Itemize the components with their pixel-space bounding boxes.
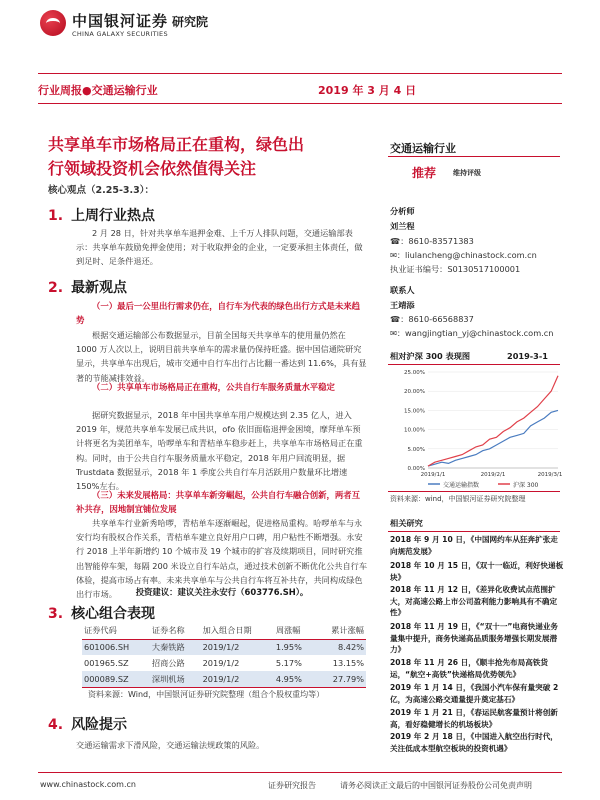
section-number: 4. [48,717,64,733]
section-title: 上周行业热点 [71,208,156,224]
table-row [82,639,366,655]
section-title: 最新观点 [71,280,128,296]
title-line-1: 共享单车市场格局正在重构，绿色出 [48,135,305,154]
cell-weekly: 5.17% [275,658,302,668]
y-tick-label: 0.00% [407,466,425,472]
chart-title: 相对沪深 300 表现图 [390,351,471,361]
chart-date: 2019-3-1 [507,351,548,361]
sidebar-rule [388,156,560,157]
related-item[interactable]: 2019 年 1 月 21 日，《春运民航客量预计将创新高，看好稳健增长的机场板块》 [390,708,558,729]
investment-suggestion: 投资建议：建议关注永安行（603776.SH）。 [135,587,309,597]
section-2-paragraph-2: 据研究数据显示，2018 年中国共享单车用户规模达到 2.35 亿人，进入 2019 年，规范共享单车发展已成共识，ofo 依旧面临退押金困境，摩拜单车预计将更名为美团单车，哈啰单车和青桔单车稳步赶上，共享单车市场格局正在重构。同时，由于公共自行车服务质量水平稳定，2018 年用户回流明显，据 Trustdata 数据显示，2018 年 1 季度公共自行车月活跃用户数量环比增速 150%左右。 [76,410,363,492]
y-tick-label: 20.00% [404,389,425,396]
institute-label: 研究院 [172,15,209,29]
section-2-heading [48,277,127,297]
header-top-rule [38,73,562,74]
related-item[interactable]: 2018 年 10 月 15 日，《双十一临近，利好快递板块》 [390,561,564,582]
analyst-label: 分析师 [390,206,415,216]
section-number: 2. [48,280,64,296]
cell-date: 2019/1/2 [201,639,274,655]
legend-label-hs300: 沪深 300 [513,482,539,489]
analyst-cert: 执业证书编号：S0130517100001 [390,264,521,274]
table-row [82,671,366,687]
header-bottom-rule [38,103,562,104]
x-tick-label: 2019/3/1 [537,472,563,478]
cell-name: 深圳机场 [150,671,201,687]
contact-name: 王靖添 [390,300,415,310]
chart-title-rule [388,364,560,365]
cell-cumulative: 27.79% [315,671,366,687]
relative-performance-chart [388,366,564,492]
cell-code: 000089.SZ [82,671,150,687]
section-1-heading [48,205,155,225]
y-tick-label: 10.00% [404,427,425,434]
y-tick-label: 15.00% [404,408,425,415]
footer-rule [38,772,562,773]
core-view-label: 核心观点（2.25-3.3）： [48,185,154,196]
title-line-2: 行领域投资机会依然值得关注 [48,159,257,178]
column-header: 证券名称 [150,623,201,639]
column-header: 证券代码 [82,623,150,639]
section-number: 1. [48,208,64,224]
section-2-paragraph-3: 共享单车行业新秀哈啰，青桔单车逐渐崛起，促进格局重构。哈啰单车与永安行均有股权合作关系，青桔单车建立良好用户口碑，用户粘性不断增强。永安行 2018 上半年新增约 10 个城市及 19 个城市的扩容及续期项目，同时研究推出智能停车架，每隔 200 米设立自行车站点，通过技术创新不断优化公共自行车体验，提高市场占有率。未来共享单车与公共自行车将互补共存，共同构成绿色出行市场。 [76,518,368,600]
logo-chinese-name: 中国银河证券 [72,12,169,30]
cell-date: 2019/1/2 [202,658,240,668]
highlight-3: （三）未来发展格局：共享单车新旁崛起，公共自行车融合创新，两者互补共存，因地制宜铺位发展 [76,490,360,515]
section-title: 核心组合表现 [71,606,156,622]
related-research-label: 相关研究 [390,518,423,528]
portfolio-table [82,623,366,687]
chart-bottom-rule [388,491,560,492]
table-row [82,655,366,671]
section-4-heading [48,714,127,734]
related-item[interactable]: 2018 年 9 月 10 日，《中国网约车从狂奔扩张走向规范发展》 [390,535,558,556]
cell-weekly: 1.95% [274,639,315,655]
y-tick-label: 25.00% [404,370,425,376]
x-tick-label: 2019/1/1 [420,472,446,478]
report-date: 2019 年 3 月 4 日 [318,84,417,97]
rating-maintain: 维持评级 [453,169,481,177]
section-number: 3. [48,606,64,622]
cell-code: 001965.SZ [84,658,129,668]
analyst-phone: ☎：8610-83571383 [390,236,474,246]
related-item[interactable]: 2018 年 11 月 19 日，《“双十一”电商快递业务量集中提升，商务快递高品质服务增强长期发展潜力》 [390,622,558,655]
footer-disclaimer: 请务必阅读正文最后的中国银河证券股份公司免责声明 [340,781,532,790]
section-3-heading [48,603,155,623]
contact-phone: ☎：8610-66568837 [390,314,474,324]
section-title: 风险提示 [71,717,128,733]
table-header-row [82,623,366,639]
related-item[interactable]: 2018 年 11 月 12 日，《差异化收费试点范围扩大，对高速公路上市公司盈利能力影响具有不确定性》 [390,585,558,618]
x-tick-label: 2019/2/1 [480,472,506,478]
column-header: 周涨幅 [274,623,315,639]
table-source: 资料来源：Wind，中国银河证券研究院整理（组合个股权重均等） [88,690,325,699]
highlight-2: （二）共享单车市场格局正在重构，公共自行车服务质量水平稳定 [92,382,335,392]
risk-paragraph: 交通运输需求下滑风险，交通运输法规政策的风险。 [76,740,265,750]
column-header: 加入组合日期 [201,623,274,639]
cell-name: 大秦铁路 [150,639,201,655]
section-2-paragraph-1: 根据交通运输部公布数据显示，目前全国每天共享单车的使用量仍然在 1000 万人次以上，说明目前共享单车的需求量仍保持旺盛。据中国信通院研究显示，共享单车出现后，城市交通中自行车出行占比翻一番达到 11.6%，具有显著的节能减排效益。 [76,330,367,383]
sidebar-industry: 交通运输行业 [390,142,456,155]
section-1-paragraph: 2 月 28 日，针对共享单车退押金难、上千万人排队问题，交通运输部表示：共享单车鼓励免押金使用；对于收取押金的企业，一定要承担主体责任，做到足时、足条件退还。 [76,228,363,267]
galaxy-logo-icon [40,10,66,36]
cell-cumulative: 13.15% [332,658,364,668]
cell-weekly: 4.95% [274,671,315,687]
contact-email: ✉：wangjingtian_yj@chinastock.com.cn [390,328,554,338]
y-tick-label: 5.00% [407,446,425,453]
cell-cumulative: 8.42% [315,639,366,655]
related-rule [388,531,560,532]
cell-name: 招商公路 [151,657,185,668]
analyst-email: ✉：liulancheng@chinastock.com.cn [390,250,537,260]
cell-code: 601006.SH [82,639,150,655]
related-item[interactable]: 2018 年 11 月 26 日，《顺丰抢先布局高铁货运，“航空+高铁”快递格局优势领先》 [390,658,548,679]
analyst-name: 刘兰程 [390,221,415,231]
related-item[interactable]: 2019 年 2 月 18 日，《中国进入航空出行时代，关注低成本型航空板块的投资机遇》 [390,732,558,753]
rating-recommend: 推荐 [412,166,437,180]
footer-doc-type: 证券研究报告 [268,781,316,790]
contact-label: 联系人 [390,285,415,295]
cell-date: 2019/1/2 [201,671,274,687]
chart-legend [428,481,539,489]
table-bottom-rule [82,687,366,688]
column-header: 累计涨幅 [315,623,366,639]
highlight-1: （一）最后一公里出行需求仍在，自行车为代表的绿色出行方式是未来趋势 [76,301,360,326]
related-item[interactable]: 2019 年 1 月 14 日，《我国小汽车保有量突破 2 亿，为高速公路交通量提升奠定基石》 [390,683,559,704]
legend-label-transport: 交通运输指数 [443,482,480,489]
footer-website[interactable]: www.chinastock.com.cn [40,780,136,789]
logo-english-name: CHINA GALAXY SECURITIES [72,30,168,38]
chart-source: 资料来源：wind，中国银河证券研究院整理 [390,495,526,503]
report-type: 行业周报●交通运输行业 [38,84,158,97]
